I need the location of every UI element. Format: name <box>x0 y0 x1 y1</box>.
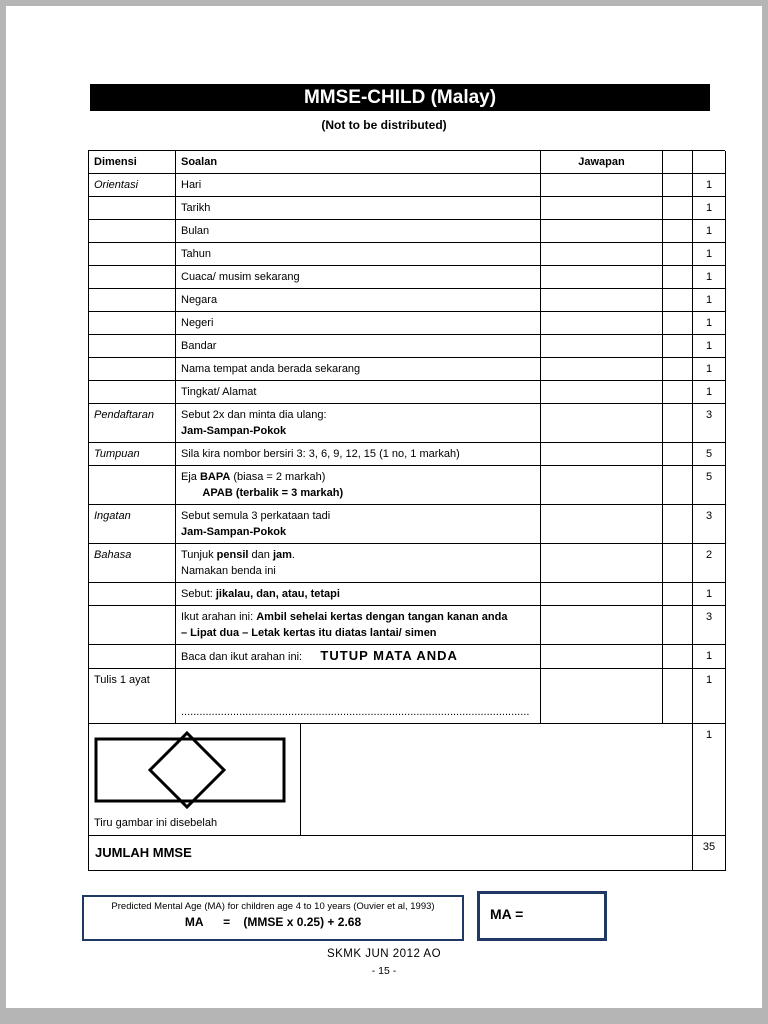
dimensi-cell <box>89 266 176 289</box>
score-cell: 3 <box>693 505 726 544</box>
score-cell: 3 <box>693 404 726 443</box>
blank-cell <box>663 312 693 335</box>
dimensi-cell <box>89 289 176 312</box>
blank-cell <box>663 505 693 544</box>
score-cell: 3 <box>693 606 726 645</box>
ma-result-label: MA = <box>490 906 524 922</box>
soalan-cell: Sebut 2x dan minta dia ulang: Jam-Sampan-Pokok <box>176 404 541 443</box>
drawing-row <box>88 724 725 836</box>
dimensi-cell <box>89 220 176 243</box>
soalan-cell: Sebut semula 3 perkataan tadi Jam-Sampan-Pokok <box>176 505 541 544</box>
jawapan-cell <box>541 174 663 197</box>
soalan-cell: Baca dan ikut arahan ini: TUTUP MATA ANDA <box>176 645 541 669</box>
score-cell: 1 <box>693 583 726 606</box>
dimensi-cell <box>89 466 176 505</box>
dimensi-cell: Tumpuan <box>89 443 176 466</box>
page <box>6 6 762 1008</box>
jawapan-cell <box>541 335 663 358</box>
header-blank-cell <box>663 151 693 174</box>
blank-cell <box>663 544 693 583</box>
blank-cell <box>663 443 693 466</box>
jawapan-cell <box>541 669 663 724</box>
jawapan-cell <box>541 645 663 669</box>
blank-cell <box>663 404 693 443</box>
drawing-answer-area <box>301 724 693 836</box>
soalan-cell: Sebut: jikalau, dan, atau, tetapi <box>176 583 541 606</box>
jawapan-cell <box>541 312 663 335</box>
jawapan-cell <box>541 606 663 645</box>
dimensi-cell <box>89 335 176 358</box>
soalan-cell: Eja BAPA (biasa = 2 markah) APAB (terbalik = 3 markah) <box>176 466 541 505</box>
blank-cell <box>663 606 693 645</box>
dimensi-cell: Pendaftaran <box>89 404 176 443</box>
blank-cell <box>663 645 693 669</box>
dimensi-cell: Bahasa <box>89 544 176 583</box>
blank-cell <box>663 381 693 404</box>
soalan-cell: Tarikh <box>176 197 541 220</box>
jawapan-cell <box>541 381 663 404</box>
score-cell: 5 <box>693 466 726 505</box>
dimensi-cell <box>89 197 176 220</box>
page-title: MMSE-CHILD (Malay) <box>90 84 710 111</box>
soalan-cell: Hari <box>176 174 541 197</box>
dimensi-cell: Orientasi <box>89 174 176 197</box>
blank-cell <box>663 289 693 312</box>
soalan-cell: Tahun <box>176 243 541 266</box>
dimensi-cell <box>89 312 176 335</box>
mmse-table <box>88 150 725 724</box>
blank-cell <box>663 197 693 220</box>
jawapan-cell <box>541 197 663 220</box>
ma-formula-box <box>82 895 464 941</box>
footer-page-number: - 15 - <box>371 965 397 977</box>
score-cell: 2 <box>693 544 726 583</box>
soalan-cell: Bandar <box>176 335 541 358</box>
footer-code: SKMK JUN 2012 AO <box>326 948 442 960</box>
jawapan-cell <box>541 466 663 505</box>
dimensi-cell <box>89 243 176 266</box>
total-row <box>88 836 725 871</box>
score-cell: 1 <box>693 197 726 220</box>
jawapan-cell <box>541 289 663 312</box>
jawapan-cell <box>541 404 663 443</box>
soalan-cell: Negeri <box>176 312 541 335</box>
jawapan-cell <box>541 266 663 289</box>
page-subtitle: (Not to be distributed) <box>321 118 447 132</box>
soalan-cell: Negara <box>176 289 541 312</box>
score-cell: 1 <box>693 669 726 724</box>
jawapan-cell <box>541 443 663 466</box>
jawapan-cell <box>541 220 663 243</box>
dimensi-cell: Ingatan <box>89 505 176 544</box>
soalan-cell: Tunjuk pensil dan jam. Namakan benda ini <box>176 544 541 583</box>
soalan-cell: Bulan <box>176 220 541 243</box>
soalan-cell: .................................................................................................................. <box>176 669 541 724</box>
jawapan-cell <box>541 505 663 544</box>
blank-cell <box>663 358 693 381</box>
jawapan-cell <box>541 544 663 583</box>
soalan-cell: Nama tempat anda berada sekarang <box>176 358 541 381</box>
drawing-score: 1 <box>693 724 726 836</box>
blank-cell <box>663 583 693 606</box>
blank-cell <box>663 335 693 358</box>
drawing-caption: Tiru gambar ini disebelah <box>94 817 218 829</box>
score-cell: 1 <box>693 645 726 669</box>
header-dimensi: Dimensi <box>89 151 176 174</box>
header-soalan: Soalan <box>176 151 541 174</box>
soalan-cell: Tingkat/ Alamat <box>176 381 541 404</box>
dimensi-cell <box>89 645 176 669</box>
score-cell: 1 <box>693 243 726 266</box>
jawapan-cell <box>541 358 663 381</box>
total-score: 35 <box>693 836 726 871</box>
ma-note: Predicted Mental Age (MA) for children age 4 to 10 years (Ouvier et al, 1993) <box>111 901 435 912</box>
header-score-cell <box>693 151 726 174</box>
score-cell: 1 <box>693 335 726 358</box>
drawing-cell <box>89 724 301 836</box>
dimensi-cell <box>89 381 176 404</box>
ma-formula: MA = (MMSE x 0.25) + 2.68 <box>184 915 362 929</box>
blank-cell <box>663 243 693 266</box>
ma-result-box <box>477 891 607 941</box>
mmse-form <box>88 150 725 871</box>
score-cell: 5 <box>693 443 726 466</box>
total-label: JUMLAH MMSE <box>89 836 693 871</box>
jawapan-cell <box>541 243 663 266</box>
score-cell: 1 <box>693 312 726 335</box>
header-jawapan: Jawapan <box>541 151 663 174</box>
score-cell: 1 <box>693 358 726 381</box>
dimensi-cell <box>89 606 176 645</box>
blank-cell <box>663 669 693 724</box>
dimensi-cell: Tulis 1 ayat <box>89 669 176 724</box>
blank-cell <box>663 220 693 243</box>
blank-cell <box>663 266 693 289</box>
score-cell: 1 <box>693 220 726 243</box>
rectangle-diamond-figure <box>94 731 290 809</box>
score-cell: 1 <box>693 381 726 404</box>
soalan-cell: Ikut arahan ini: Ambil sehelai kertas dengan tangan kanan anda – Lipat dua – Letak kertas itu diatas lantai/ simen <box>176 606 541 645</box>
jawapan-cell <box>541 583 663 606</box>
score-cell: 1 <box>693 174 726 197</box>
score-cell: 1 <box>693 289 726 312</box>
blank-cell <box>663 174 693 197</box>
soalan-cell: Cuaca/ musim sekarang <box>176 266 541 289</box>
score-cell: 1 <box>693 266 726 289</box>
dimensi-cell <box>89 358 176 381</box>
soalan-cell: Sila kira nombor bersiri 3: 3, 6, 9, 12, 15 (1 no, 1 markah) <box>176 443 541 466</box>
dimensi-cell <box>89 583 176 606</box>
blank-cell <box>663 466 693 505</box>
